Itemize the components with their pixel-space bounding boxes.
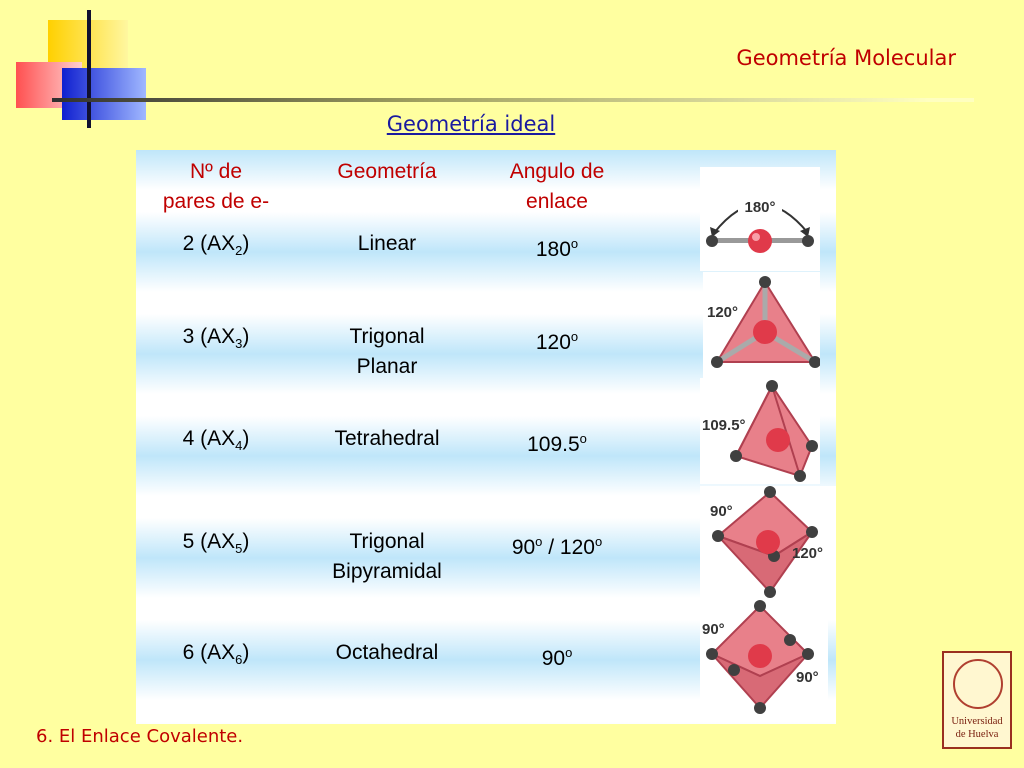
slide-footer: 6. El Enlace Covalente. <box>36 726 244 747</box>
header-pairs-line2: pares de e- <box>162 190 270 213</box>
header-angle-line1: Angulo de <box>509 160 605 183</box>
tbp-angle-label-equatorial: 120° <box>792 545 824 562</box>
university-logo <box>942 651 1012 749</box>
trigonal-angle-label: 120° <box>707 304 739 321</box>
tbp-angle-label-axial: 90° <box>710 503 733 520</box>
row-pairs-4: 4 $(AX_4)$ <box>182 427 250 454</box>
row-geometry-2: Linear <box>357 232 417 255</box>
row-pairs-6: 6 $(AX_6)$ <box>182 641 250 668</box>
university-seal-icon <box>953 659 1003 709</box>
row-angle-6: 90$^o$ <box>541 645 573 670</box>
row-angle-5: 90$^o$ / 120$^o$ <box>511 534 603 559</box>
row-pairs-5: 5 $(AX_5)$ <box>182 530 250 557</box>
trigonal-bipyramidal-molecule-image <box>700 486 836 598</box>
row-geometry-3: Trigonal Planar <box>349 325 425 378</box>
octa-angle-label-a: 90° <box>702 621 725 638</box>
tetrahedral-angle-label: 109.5° <box>702 417 746 434</box>
linear-molecule-image <box>700 167 820 271</box>
linear-angle-label: 180° <box>744 199 776 216</box>
header-angle-line2: enlace <box>526 190 588 213</box>
header-pairs <box>136 157 296 217</box>
row-pairs-3: 3 $(AX_3)$ <box>182 325 250 352</box>
row-angle-2: 180$^o$ <box>535 236 579 261</box>
slide-subtitle[interactable]: Geometría ideal <box>386 112 556 136</box>
trigonal-planar-molecule-image <box>703 272 820 384</box>
tetrahedral-molecule-image <box>700 378 820 484</box>
row-angle-3: 120$^o$ <box>535 329 579 354</box>
row-pairs-2: 2 $(AX_2)$ <box>182 232 250 259</box>
decor-vertical-line <box>87 10 91 128</box>
octahedral-molecule-image <box>700 600 828 716</box>
header-geometry: Geometría <box>337 160 437 183</box>
row-angle-4: 109.5$^o$ <box>527 431 587 456</box>
geometry-table <box>136 150 836 724</box>
row-geometry-4: Tetrahedral <box>334 427 440 450</box>
slide-header-title: Geometría Molecular <box>736 46 956 70</box>
header-angle <box>472 157 642 217</box>
decor-horizontal-line <box>52 98 974 102</box>
row-geometry-5: Trigonal Bipyramidal <box>332 530 442 583</box>
octa-angle-label-b: 90° <box>796 669 819 686</box>
header-pairs-line1: Nº de <box>189 160 243 183</box>
row-geometry-6: Octahedral <box>335 641 439 664</box>
university-logo-text: Universidad de Huelva <box>951 716 1003 740</box>
